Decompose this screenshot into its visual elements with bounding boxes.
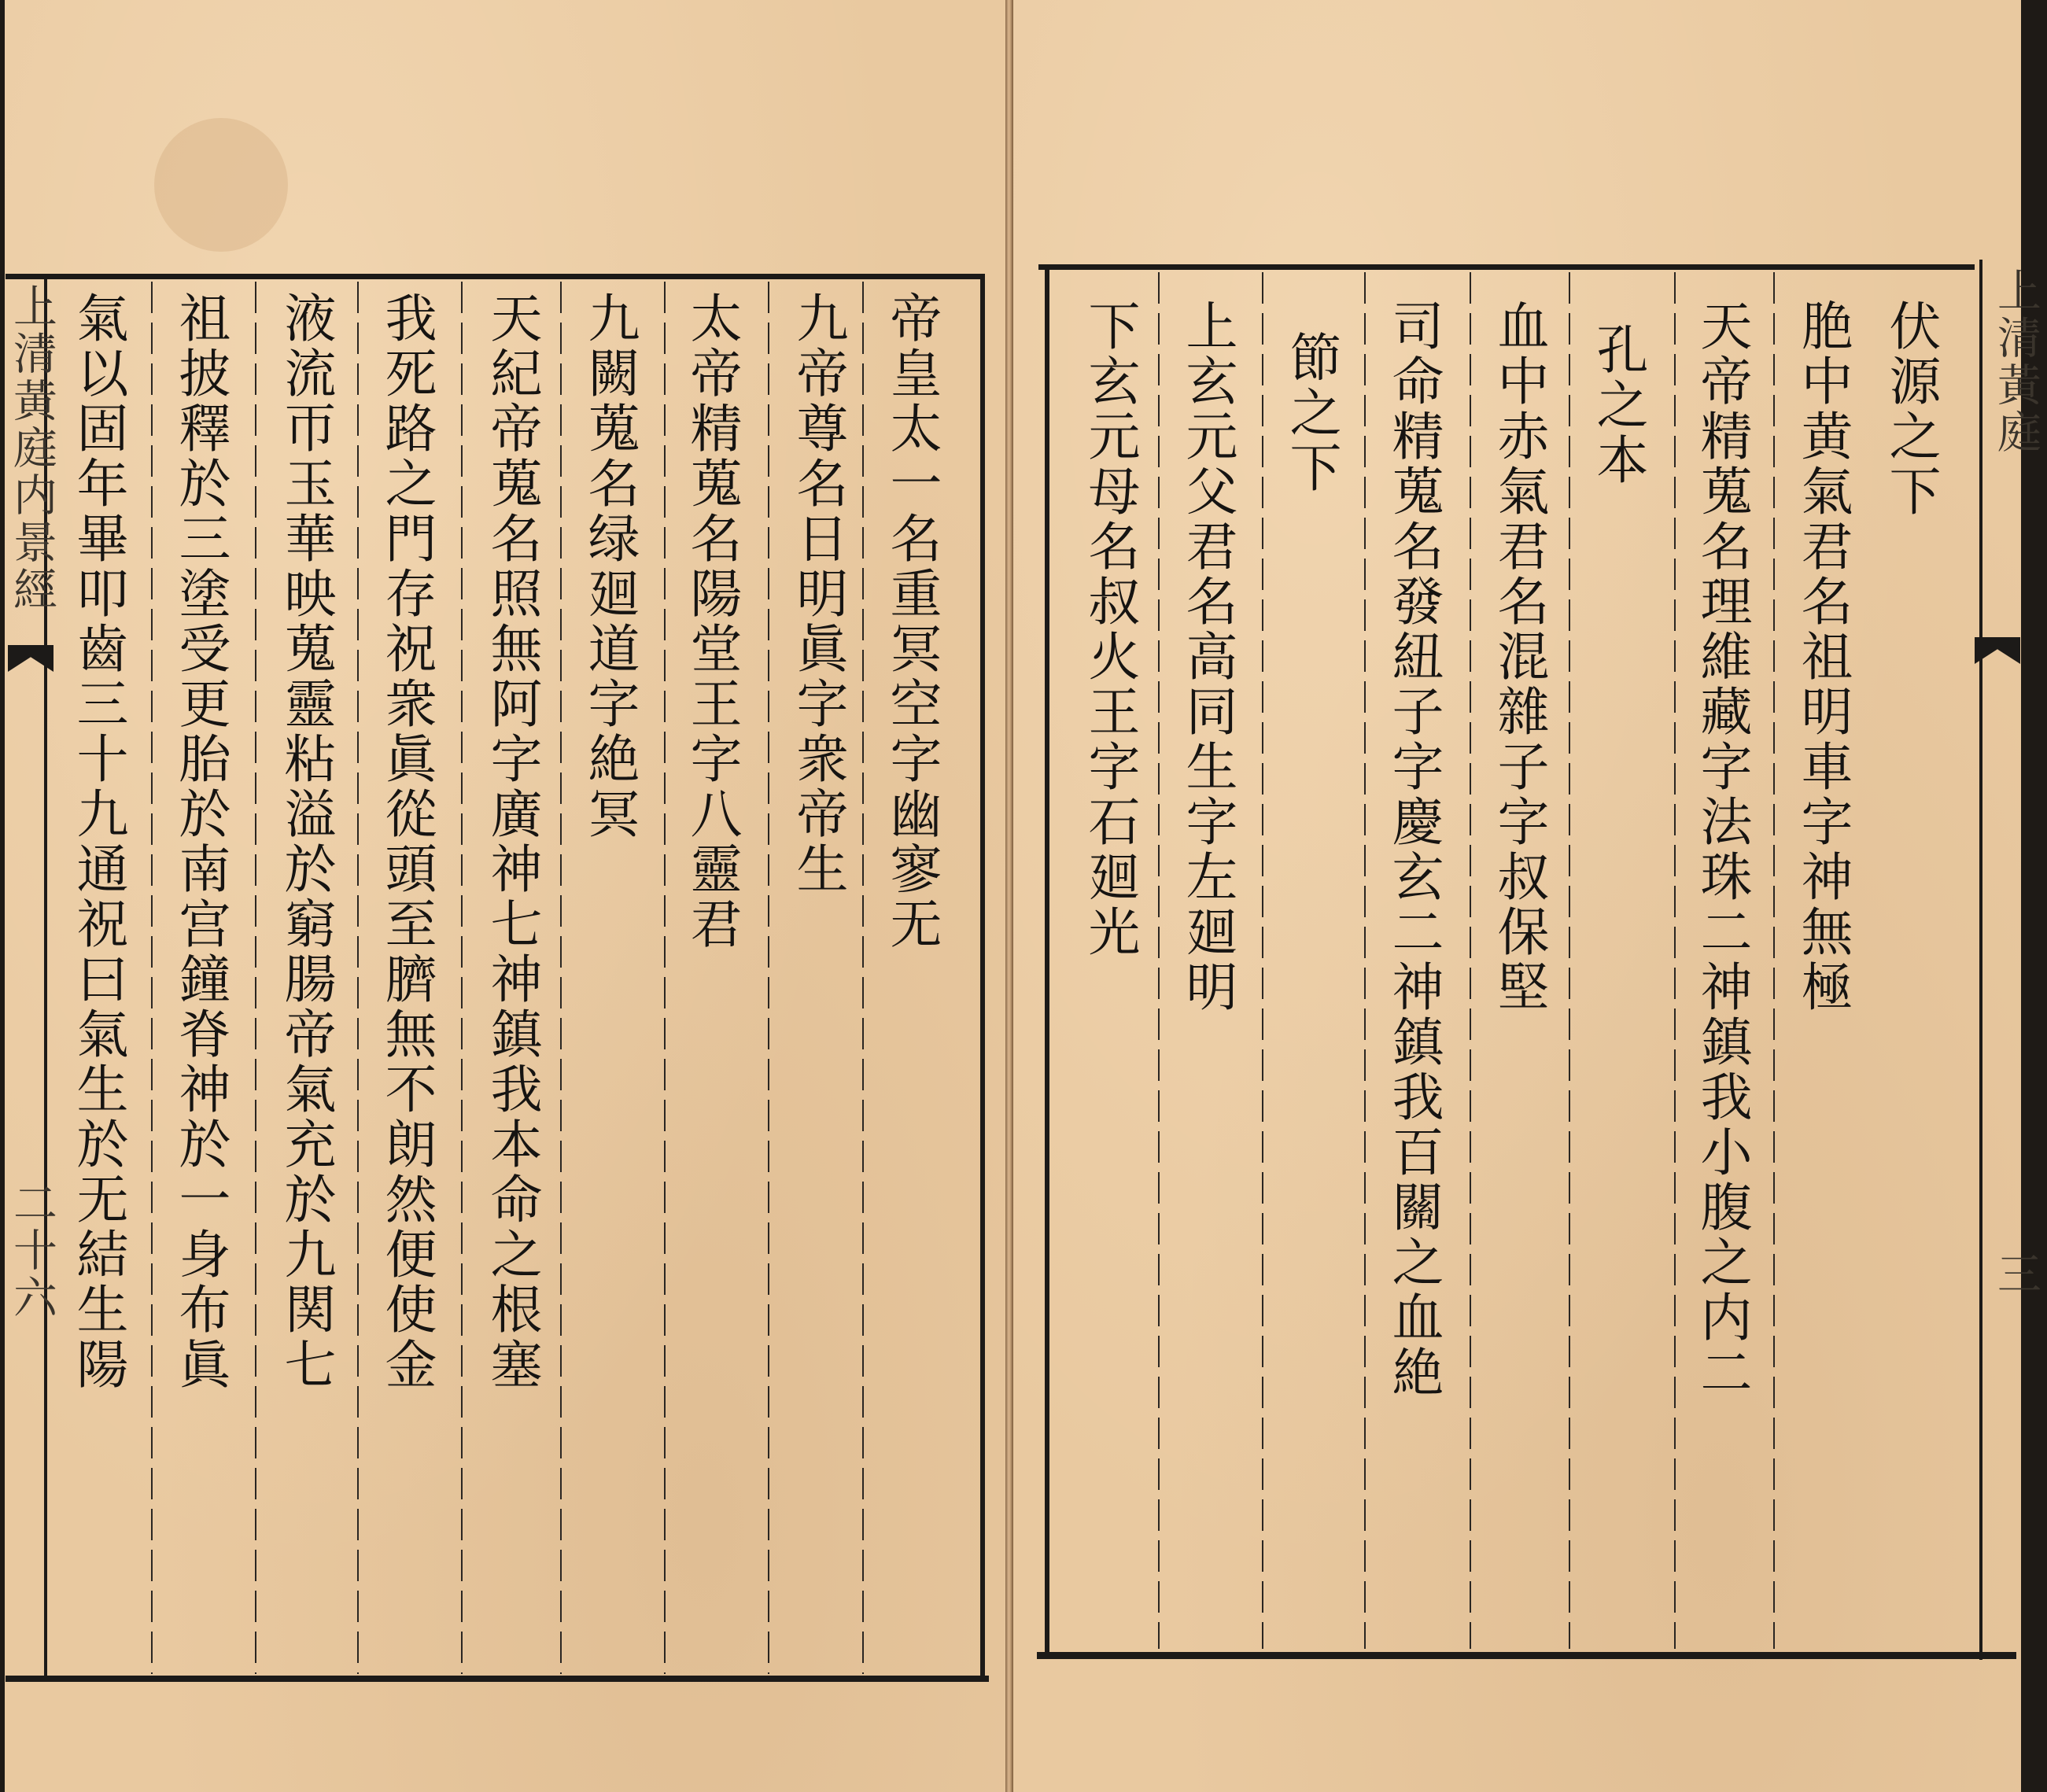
column-divider <box>560 282 562 1674</box>
column-divider <box>1470 272 1471 1649</box>
right-column-9: 下玄元母名叔火王字石廻光 <box>1079 299 1140 960</box>
right-column-5: 血中赤氣君名混雜子字叔保堅 <box>1488 299 1549 1015</box>
column-divider <box>1773 272 1775 1649</box>
left-column-8: 祖披釋於三塗受更胎於南宫鐘脊神於一身布眞 <box>170 291 231 1392</box>
right-column-2: 脃中黄氣君名祖明車字神無極 <box>1792 299 1853 1015</box>
column-divider <box>1674 272 1676 1649</box>
left-column-7: 液流帀玉華映蒐靈粘溢於窮腸帝氣充於九関七 <box>275 291 336 1392</box>
left-column-1: 帝皇太一名重冥空字幽寥无 <box>881 291 942 952</box>
column-divider <box>255 282 256 1674</box>
right-page <box>1013 0 2041 1792</box>
right-column-8: 上玄元父君名高同生字左廻明 <box>1177 299 1237 1015</box>
left-column-6: 我死路之門存祝衆眞從頭至臍無不朗然便使金 <box>376 291 437 1392</box>
right-column-6: 司命精蒐名發紐子字慶玄二神鎮我百關之血絶 <box>1383 299 1444 1400</box>
right-column-4: 孔之本 <box>1588 323 1648 488</box>
right-margin-title: 上清黃庭 <box>1990 267 2041 456</box>
left-margin-title: 上清黃庭内景經 <box>6 283 57 614</box>
book-gutter <box>1005 0 1013 1792</box>
left-column-5: 天紀帝蒐名照無阿字廣神七神鎮我本命之根塞 <box>481 291 542 1392</box>
column-divider <box>862 282 864 1674</box>
left-column-2: 九帝尊名日明眞字衆帝生 <box>787 291 848 897</box>
column-divider <box>664 282 666 1674</box>
left-column-3: 太帝精蒐名陽堂王字八靈君 <box>681 291 742 952</box>
left-page <box>5 0 1005 1792</box>
left-margin-leaf: 二十六 <box>6 1180 57 1322</box>
column-divider <box>1364 272 1366 1649</box>
column-divider <box>151 282 153 1674</box>
right-column-3: 天帝精蒐名理維藏字法珠二神鎮我小腹之内二 <box>1691 299 1752 1400</box>
right-margin-leaf: 三 <box>1990 1251 2041 1298</box>
paper-stain <box>154 118 288 252</box>
right-column-1: 伏源之下 <box>1880 299 1941 519</box>
column-divider <box>461 282 463 1674</box>
column-divider <box>1158 272 1160 1649</box>
left-column-4: 九闕蒐名绿廻道字絶冥 <box>579 291 640 842</box>
column-divider <box>768 282 769 1674</box>
column-divider <box>357 282 359 1674</box>
column-divider <box>1569 272 1570 1649</box>
column-divider <box>1262 272 1263 1649</box>
left-column-9: 氣以固年畢叩齒三十九通祝曰氣生於无結生陽 <box>68 291 128 1392</box>
right-column-7: 節之下 <box>1281 330 1341 496</box>
